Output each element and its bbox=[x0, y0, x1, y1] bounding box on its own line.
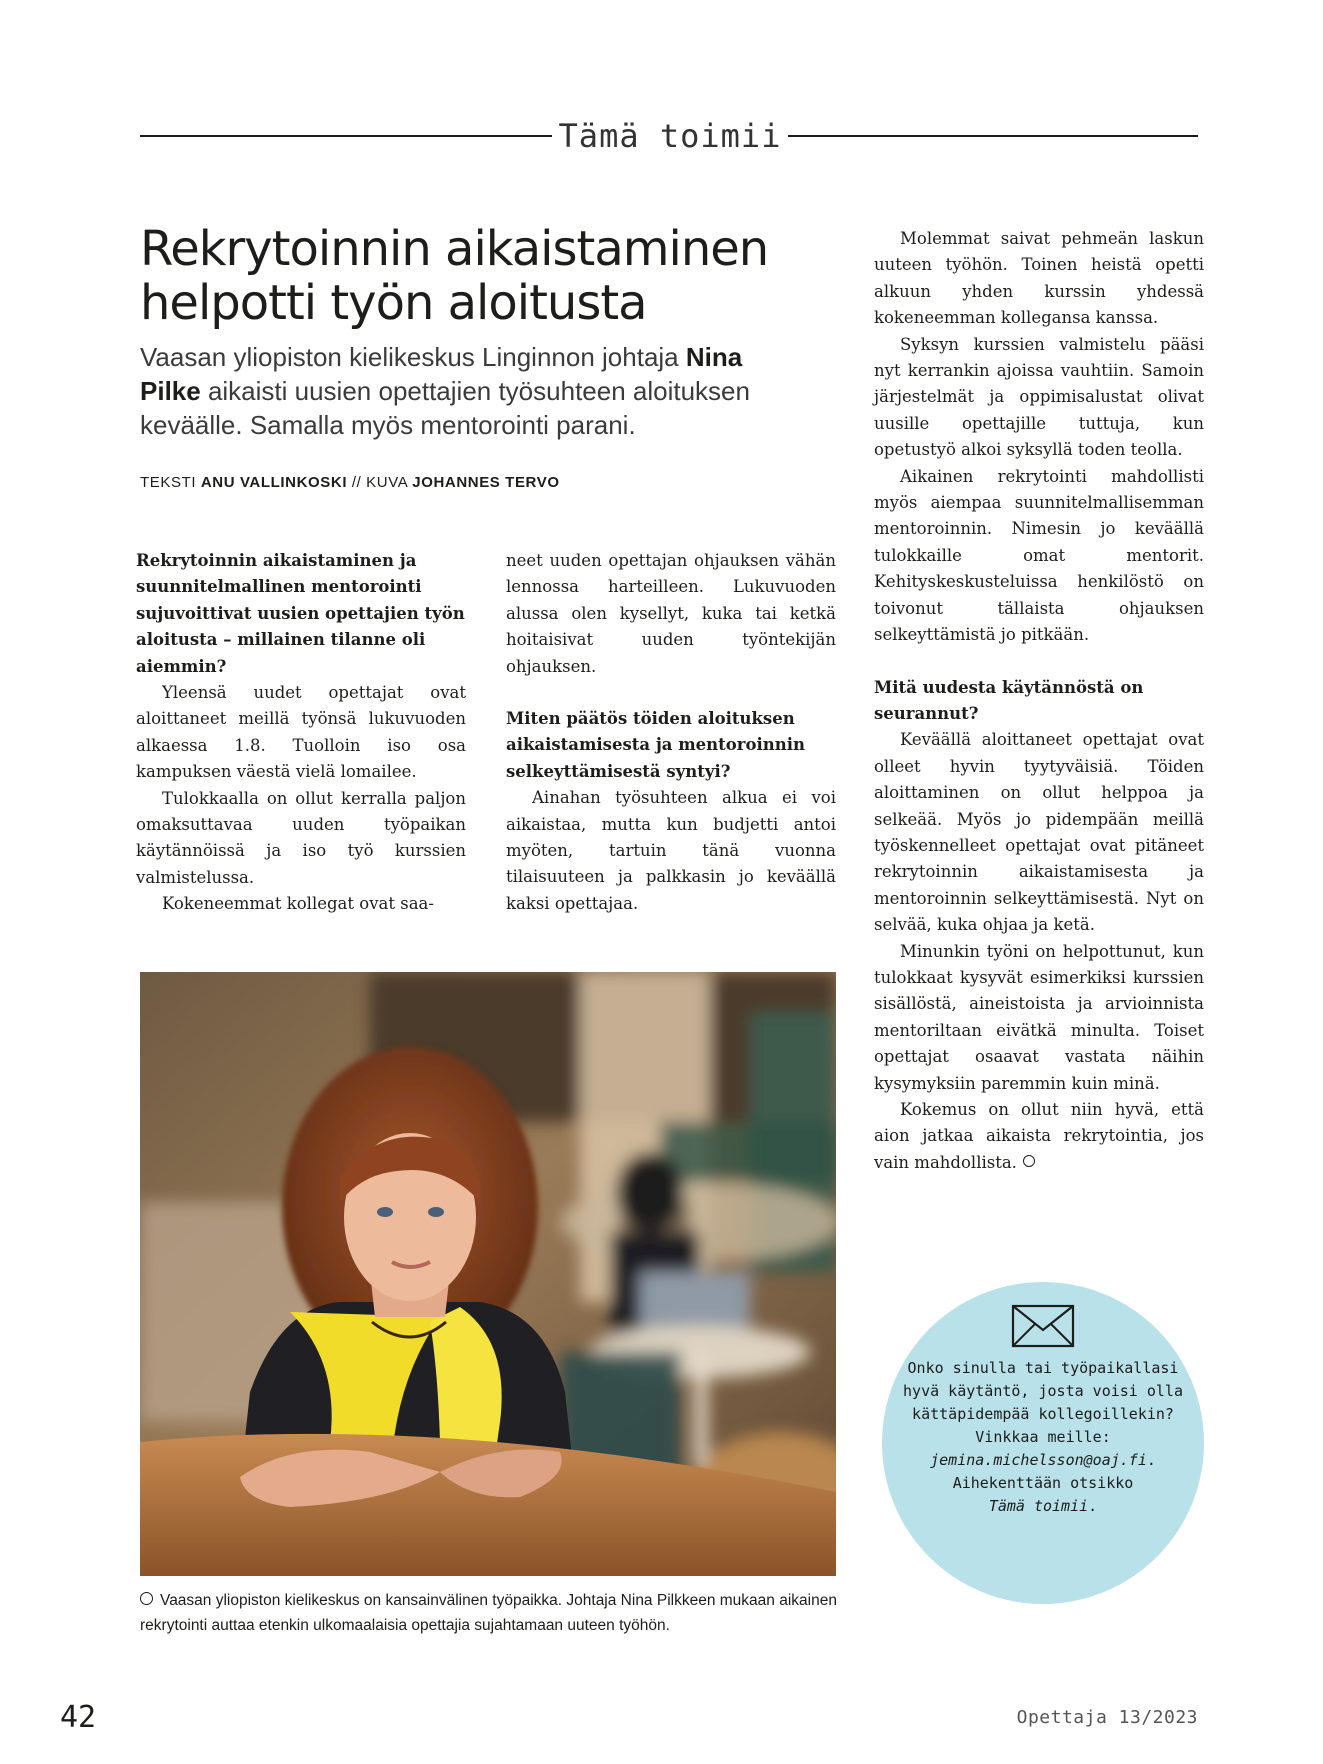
header-rule-right bbox=[788, 135, 1198, 137]
byline-text-label: TEKSTI bbox=[140, 474, 201, 491]
envelope-icon bbox=[1011, 1304, 1075, 1348]
interview-question-2: Miten päätös töiden aloituksen aikaistamisesta ja mentoroinnin selkeyttämisestä syntyi? bbox=[506, 709, 806, 781]
body-paragraph: Yleensä uudet opettajat ovat aloittaneet meillä työnsä lukuvuoden alkaessa 1.8. Tuolloin iso osa kampuksen väestä vielä lomailee. bbox=[136, 683, 466, 782]
byline-text-author: ANU VALLINKOSKI bbox=[200, 474, 348, 491]
tip-end: . bbox=[1088, 1497, 1098, 1515]
article-lead bbox=[140, 340, 780, 442]
tip-period: . bbox=[1146, 1451, 1156, 1469]
issue-label: Opettaja 13/2023 bbox=[1016, 1707, 1198, 1728]
body-paragraph: Keväällä aloittaneet opettajat ovat olleet hyvin tyytyväisiä. Töiden aloittaminen on ollut helppoa ja selkeää. Myös jo pidempään meillä työskennelleet opettajat ovat pitäneet rekrytoinnin aikaistamisesta ja mentoroinnin selkeyttämisestä. Nyt on selvää, kuka ohjaa ja ketä. bbox=[874, 730, 1204, 935]
section-label: Tämä toimii bbox=[558, 117, 782, 155]
tip-callout bbox=[882, 1282, 1204, 1604]
body-paragraph-final bbox=[874, 1097, 1204, 1176]
article-headline bbox=[140, 222, 800, 330]
portrait-photo bbox=[140, 972, 836, 1576]
body-paragraph: Tulokkaalla on ollut kerralla paljon omaksuttavaa uuden työpaikan käytännöissä ja iso työ kurssien valmistelussa. bbox=[136, 788, 466, 887]
body-paragraph: neet uuden opettajan ohjauksen vähän lennossa harteilleen. Lukuvuoden alussa olen kysellyt, kuka tai ketkä hoitaisivat uuden työntekijän ohjauksen. bbox=[506, 551, 836, 676]
caption-bullet-icon bbox=[140, 1592, 153, 1605]
tip-text bbox=[902, 1357, 1184, 1518]
interview-question-1: Rekrytoinnin aikaistaminen ja suunnitelmallinen mentorointi sujuvoittivat uusien opettajien työn aloitusta – millainen tilanne oli aiemmin? bbox=[136, 551, 465, 676]
portrait-photo-illustration bbox=[140, 972, 836, 1576]
body-column-2 bbox=[506, 548, 836, 917]
photo-caption bbox=[140, 1588, 840, 1638]
tip-subject: Tämä toimii bbox=[988, 1497, 1089, 1515]
byline-photo-author: JOHANNES TERVO bbox=[412, 474, 560, 491]
body-column-3 bbox=[874, 226, 1204, 1176]
lead-name: Nina Pilke bbox=[140, 342, 743, 406]
final-paragraph-text: Kokemus on ollut niin hyvä, että aion jatkaa aikaista rekrytointia, jos vain mahdollista. bbox=[874, 1100, 1204, 1172]
headline-line-2: helpotti työn aloitusta bbox=[140, 275, 647, 331]
lead-text-before: Vaasan yliopiston kielikeskus Linginnon johtaja bbox=[140, 342, 686, 372]
tip-line-1: Onko sinulla tai työpaikallasi hyvä käytäntö, josta voisi olla kättäpidempää kollegoillekin? Vinkkaa meille: bbox=[903, 1359, 1183, 1446]
body-column-1 bbox=[136, 548, 466, 918]
tip-email[interactable]: jemina.michelsson@oaj.fi bbox=[930, 1451, 1147, 1469]
body-paragraph: Molemmat saivat pehmeän laskun uuteen työhön. Toinen heistä opetti alkuun yhden kurssin yhdessä kokeneemman kollegansa kanssa. bbox=[874, 229, 1204, 328]
caption-text: Vaasan yliopiston kielikeskus on kansainvälinen työpaikka. Johtaja Nina Pilkkeen mukaan aikainen rekrytointi auttaa etenkin ulkomaalaisia opettajia sujahtamaan uuteen työhön. bbox=[140, 1592, 837, 1634]
page-number: 42 bbox=[60, 1700, 97, 1735]
body-paragraph: Aikainen rekrytointi mahdollisti myös aiempaa suunnitelmallisemman mentoroinnin. Nimesin jo keväällä tulokkaille omat mentorit. Kehityskeskusteluissa henkilöstö on toivonut tällaista ohjauksen selkeyttämistä jo pitkään. bbox=[874, 466, 1204, 645]
lead-text-after: aikaisti uusien opettajien työsuhteen aloituksen keväälle. Samalla myös mentorointi parani. bbox=[140, 376, 750, 440]
end-mark-icon bbox=[1023, 1155, 1035, 1167]
body-paragraph: Kokeneemmat kollegat ovat saa- bbox=[162, 894, 434, 914]
body-paragraph: Syksyn kurssien valmistelu pääsi nyt kerrankin ajoissa vauhtiin. Samoin järjestelmät ja oppimisalustat olivat uusille opettajille tuttuja, kun opetustyö alkoi syksyllä toden teolla. bbox=[874, 334, 1204, 460]
body-paragraph: Ainahan työsuhteen alkua ei voi aikaistaa, mutta kun budjetti antoi myöten, tartuin tänä vuonna tilaisuuteen ja palkkasin jo keväällä kaksi opettajaa. bbox=[506, 788, 836, 913]
byline bbox=[140, 474, 560, 491]
section-header bbox=[140, 112, 1198, 160]
tip-line-2: Aihekenttään otsikko bbox=[952, 1474, 1134, 1492]
header-rule-left bbox=[140, 135, 552, 137]
byline-separator: // KUVA bbox=[347, 474, 413, 491]
headline-line-1: Rekrytoinnin aikaistaminen bbox=[140, 221, 769, 277]
body-paragraph: Minunkin työni on helpottunut, kun tulokkaat kysyvät esimerkiksi kurssien sisällöstä, aineistoista ja arvioinnista mentoriltaan eivätkä minulta. Toiset opettajat osaavat vastata näihin kysymyksiin paremmin kuin minä. bbox=[874, 941, 1204, 1093]
interview-question-3: Mitä uudesta käytännöstä on seurannut? bbox=[874, 677, 1144, 723]
